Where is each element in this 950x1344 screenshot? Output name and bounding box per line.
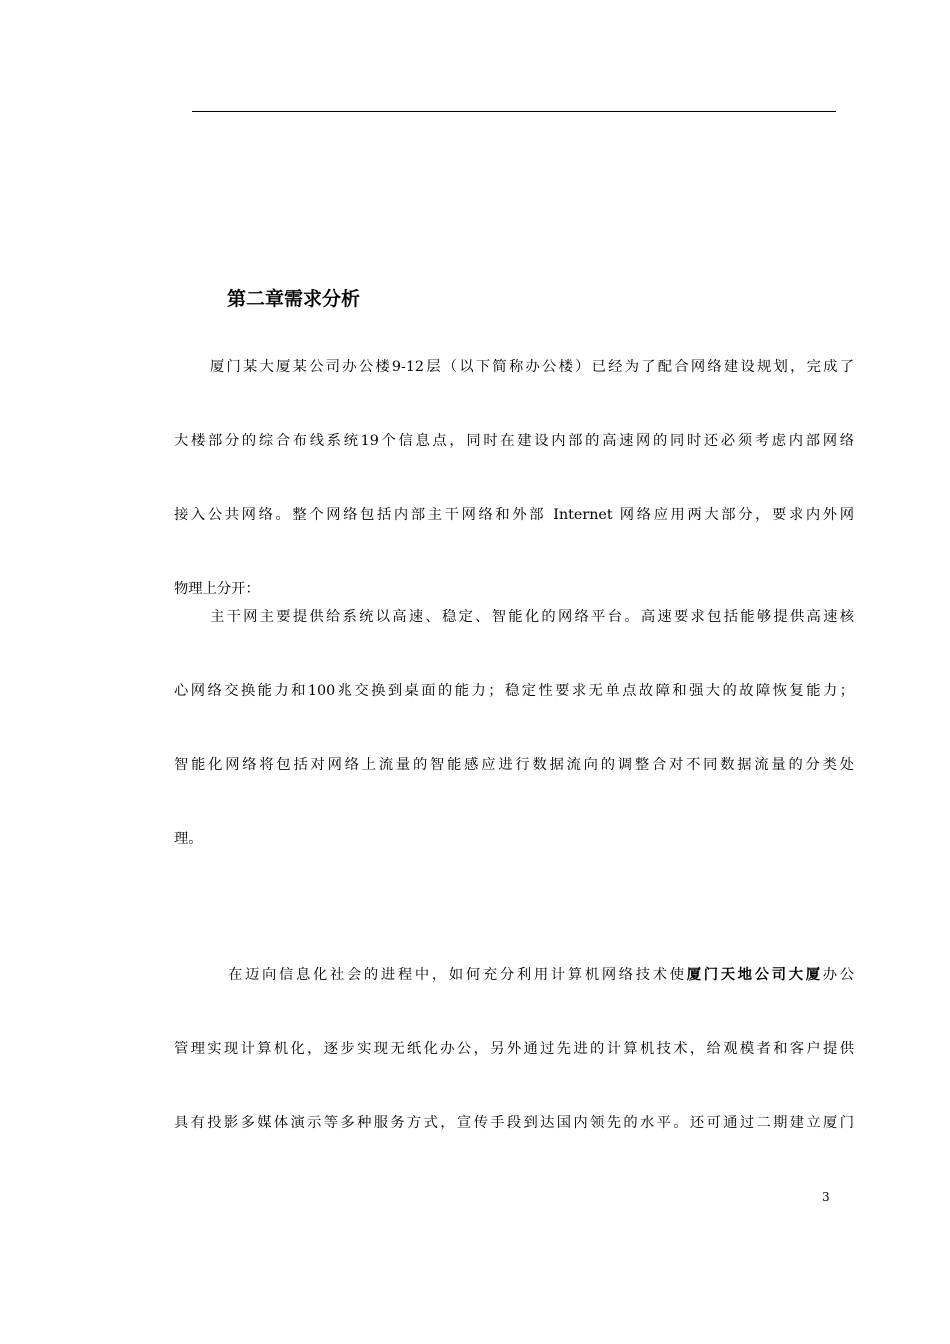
paragraph-text: 在迈向信息化社会的进程中，如何充分利用计算机网络技术使: [228, 967, 687, 983]
paragraph-line: 心网络交换能力和100兆交换到桌面的能力；稳定性要求无单点故障和强大的故障恢复能力；: [174, 683, 854, 699]
paragraph-line: 物理上分开：: [174, 581, 260, 597]
paragraph-line: 具有投影多媒体演示等多种服务方式，宣传手段到达国内领先的水平。还可通过二期建立厦门: [174, 1115, 854, 1131]
page-number: 3: [822, 1190, 830, 1204]
paragraph-line: 管理实现计算机化，逐步实现无纸化办公，另外通过先进的计算机技术，给观模者和客户提供: [174, 1041, 854, 1057]
chapter-title: 第二章需求分析: [227, 288, 361, 310]
company-name-bold: 厦门天地公司大厦: [686, 967, 823, 983]
paragraph-line: 大楼部分的综合布线系统19个信息点，同时在建设内部的高速网的同时还必须考虑内部网络: [174, 433, 854, 449]
paragraph-line: 厦门某大厦某公司办公楼9-12层（以下简称办公楼）已经为了配合网络建设规划，完成了: [210, 359, 854, 375]
paragraph-line: 接入公共网络。整个网络包括内部主干网络和外部 Internet 网络应用两大部分，要求内外网: [174, 507, 854, 523]
paragraph-text: 办公: [822, 967, 855, 983]
paragraph-line: [174, 938, 854, 1012]
paragraph-line: 主干网主要提供给系统以高速、稳定、智能化的网络平台。高速要求包括能够提供高速核: [210, 609, 854, 625]
paragraph-backbone-network: [174, 580, 854, 876]
header-rule: [192, 111, 836, 112]
paragraph-line: 智能化网络将包括对网络上流量的智能感应进行数据流向的调整合对不同数据流量的分类处: [174, 757, 854, 773]
paragraph-line: 理。: [174, 831, 203, 847]
paragraph-informatization: [174, 938, 854, 1160]
